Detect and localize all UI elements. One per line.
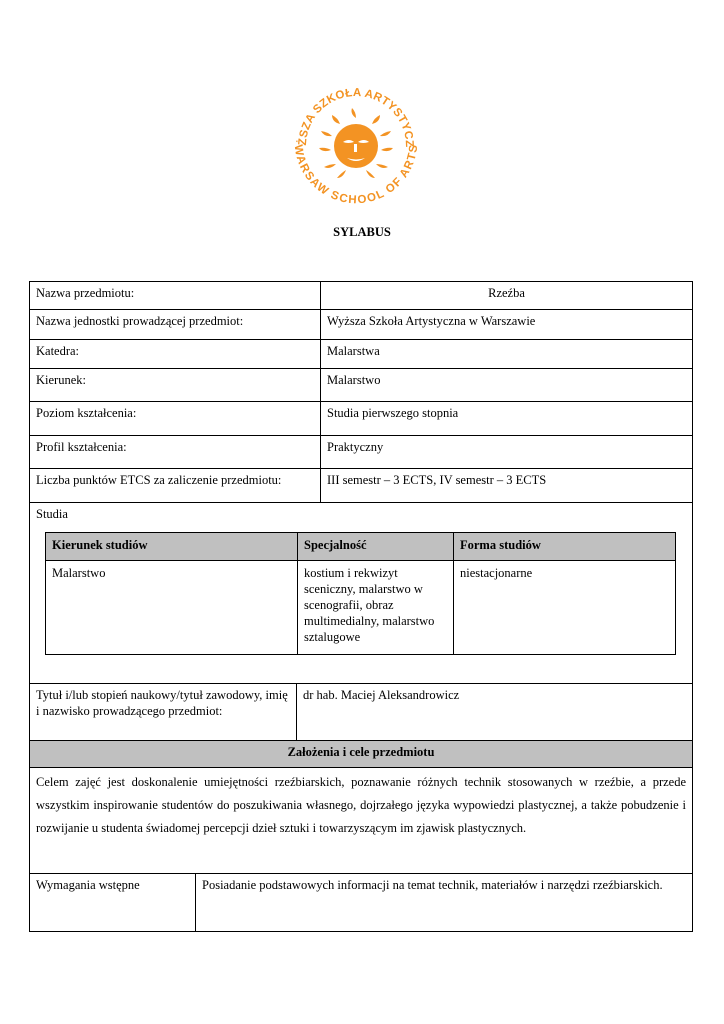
- row-value-department: Malarstwa: [320, 339, 693, 369]
- row-label-level: Poziom kształcenia:: [29, 401, 321, 436]
- logo-emblem-icon: [288, 78, 424, 214]
- row-label-unit: Nazwa jednostki prowadzącej przedmiot:: [29, 309, 321, 340]
- row-value-field: Malarstwo: [320, 368, 693, 402]
- lecturer-value: dr hab. Maciej Aleksandrowicz: [296, 683, 693, 741]
- studia-cell-form: niestacjonarne: [453, 560, 676, 655]
- goals-header: Założenia i cele przedmiotu: [29, 740, 693, 768]
- row-label-field: Kierunek:: [29, 368, 321, 402]
- row-value-profile: Praktyczny: [320, 435, 693, 469]
- requirements-label: Wymagania wstępne: [29, 873, 196, 932]
- row-value-subject-name: Rzeźba: [320, 281, 693, 310]
- row-label-department: Katedra:: [29, 339, 321, 369]
- row-label-ects: Liczba punktów ETCS za zaliczenie przedmiotu:: [29, 468, 321, 503]
- goals-text: Celem zajęć jest doskonalenie umiejętności rzeźbiarskich, poznawanie różnych technik stosowanych w rzeźbie, a przede wszystkim inspirowanie studentów do poszukiwania własnego, dojrzałego języka wypowiedzi plastycznej, a także pobudzenie i rozwijanie u studenta świadomej percepcji dzieł sztuki i towarzyszącym im zjawisk plastycznych.: [29, 767, 693, 874]
- row-value-unit: Wyższa Szkoła Artystyczna w Warszawie: [320, 309, 693, 340]
- school-logo: [288, 78, 424, 214]
- lecturer-label: Tytuł i/lub stopień naukowy/tytuł zawodowy, imię i nazwisko prowadzącego przedmiot:: [29, 683, 297, 741]
- row-value-ects: III semestr – 3 ECTS, IV semestr – 3 ECTS: [320, 468, 693, 503]
- document-title: SYLABUS: [333, 225, 391, 239]
- logo-text-top: ŻSZA SZKOŁA ARTYSTYCZ: [296, 86, 416, 148]
- row-value-level: Studia pierwszego stopnia: [320, 401, 693, 436]
- row-label-subject-name: Nazwa przedmiotu:: [29, 281, 321, 310]
- studia-cell-field: Malarstwo: [45, 560, 298, 655]
- studia-cell-specialty: kostium i rekwizyt sceniczny, malarstwo w scenografii, obraz multimedialny, malarstwo sztalugowe: [297, 560, 454, 655]
- studia-header-field: Kierunek studiów: [45, 532, 298, 561]
- requirements-value: Posiadanie podstawowych informacji na temat technik, materiałów i narzędzi rzeźbiarskich.: [195, 873, 693, 932]
- studia-header-specialty: Specjalność: [297, 532, 454, 561]
- studia-header-form: Forma studiów: [453, 532, 676, 561]
- row-label-profile: Profil kształcenia:: [29, 435, 321, 469]
- logo-text-bottom: WARSAW SCHOOL OF ARTS: [291, 143, 421, 207]
- studia-label: Studia: [36, 507, 68, 521]
